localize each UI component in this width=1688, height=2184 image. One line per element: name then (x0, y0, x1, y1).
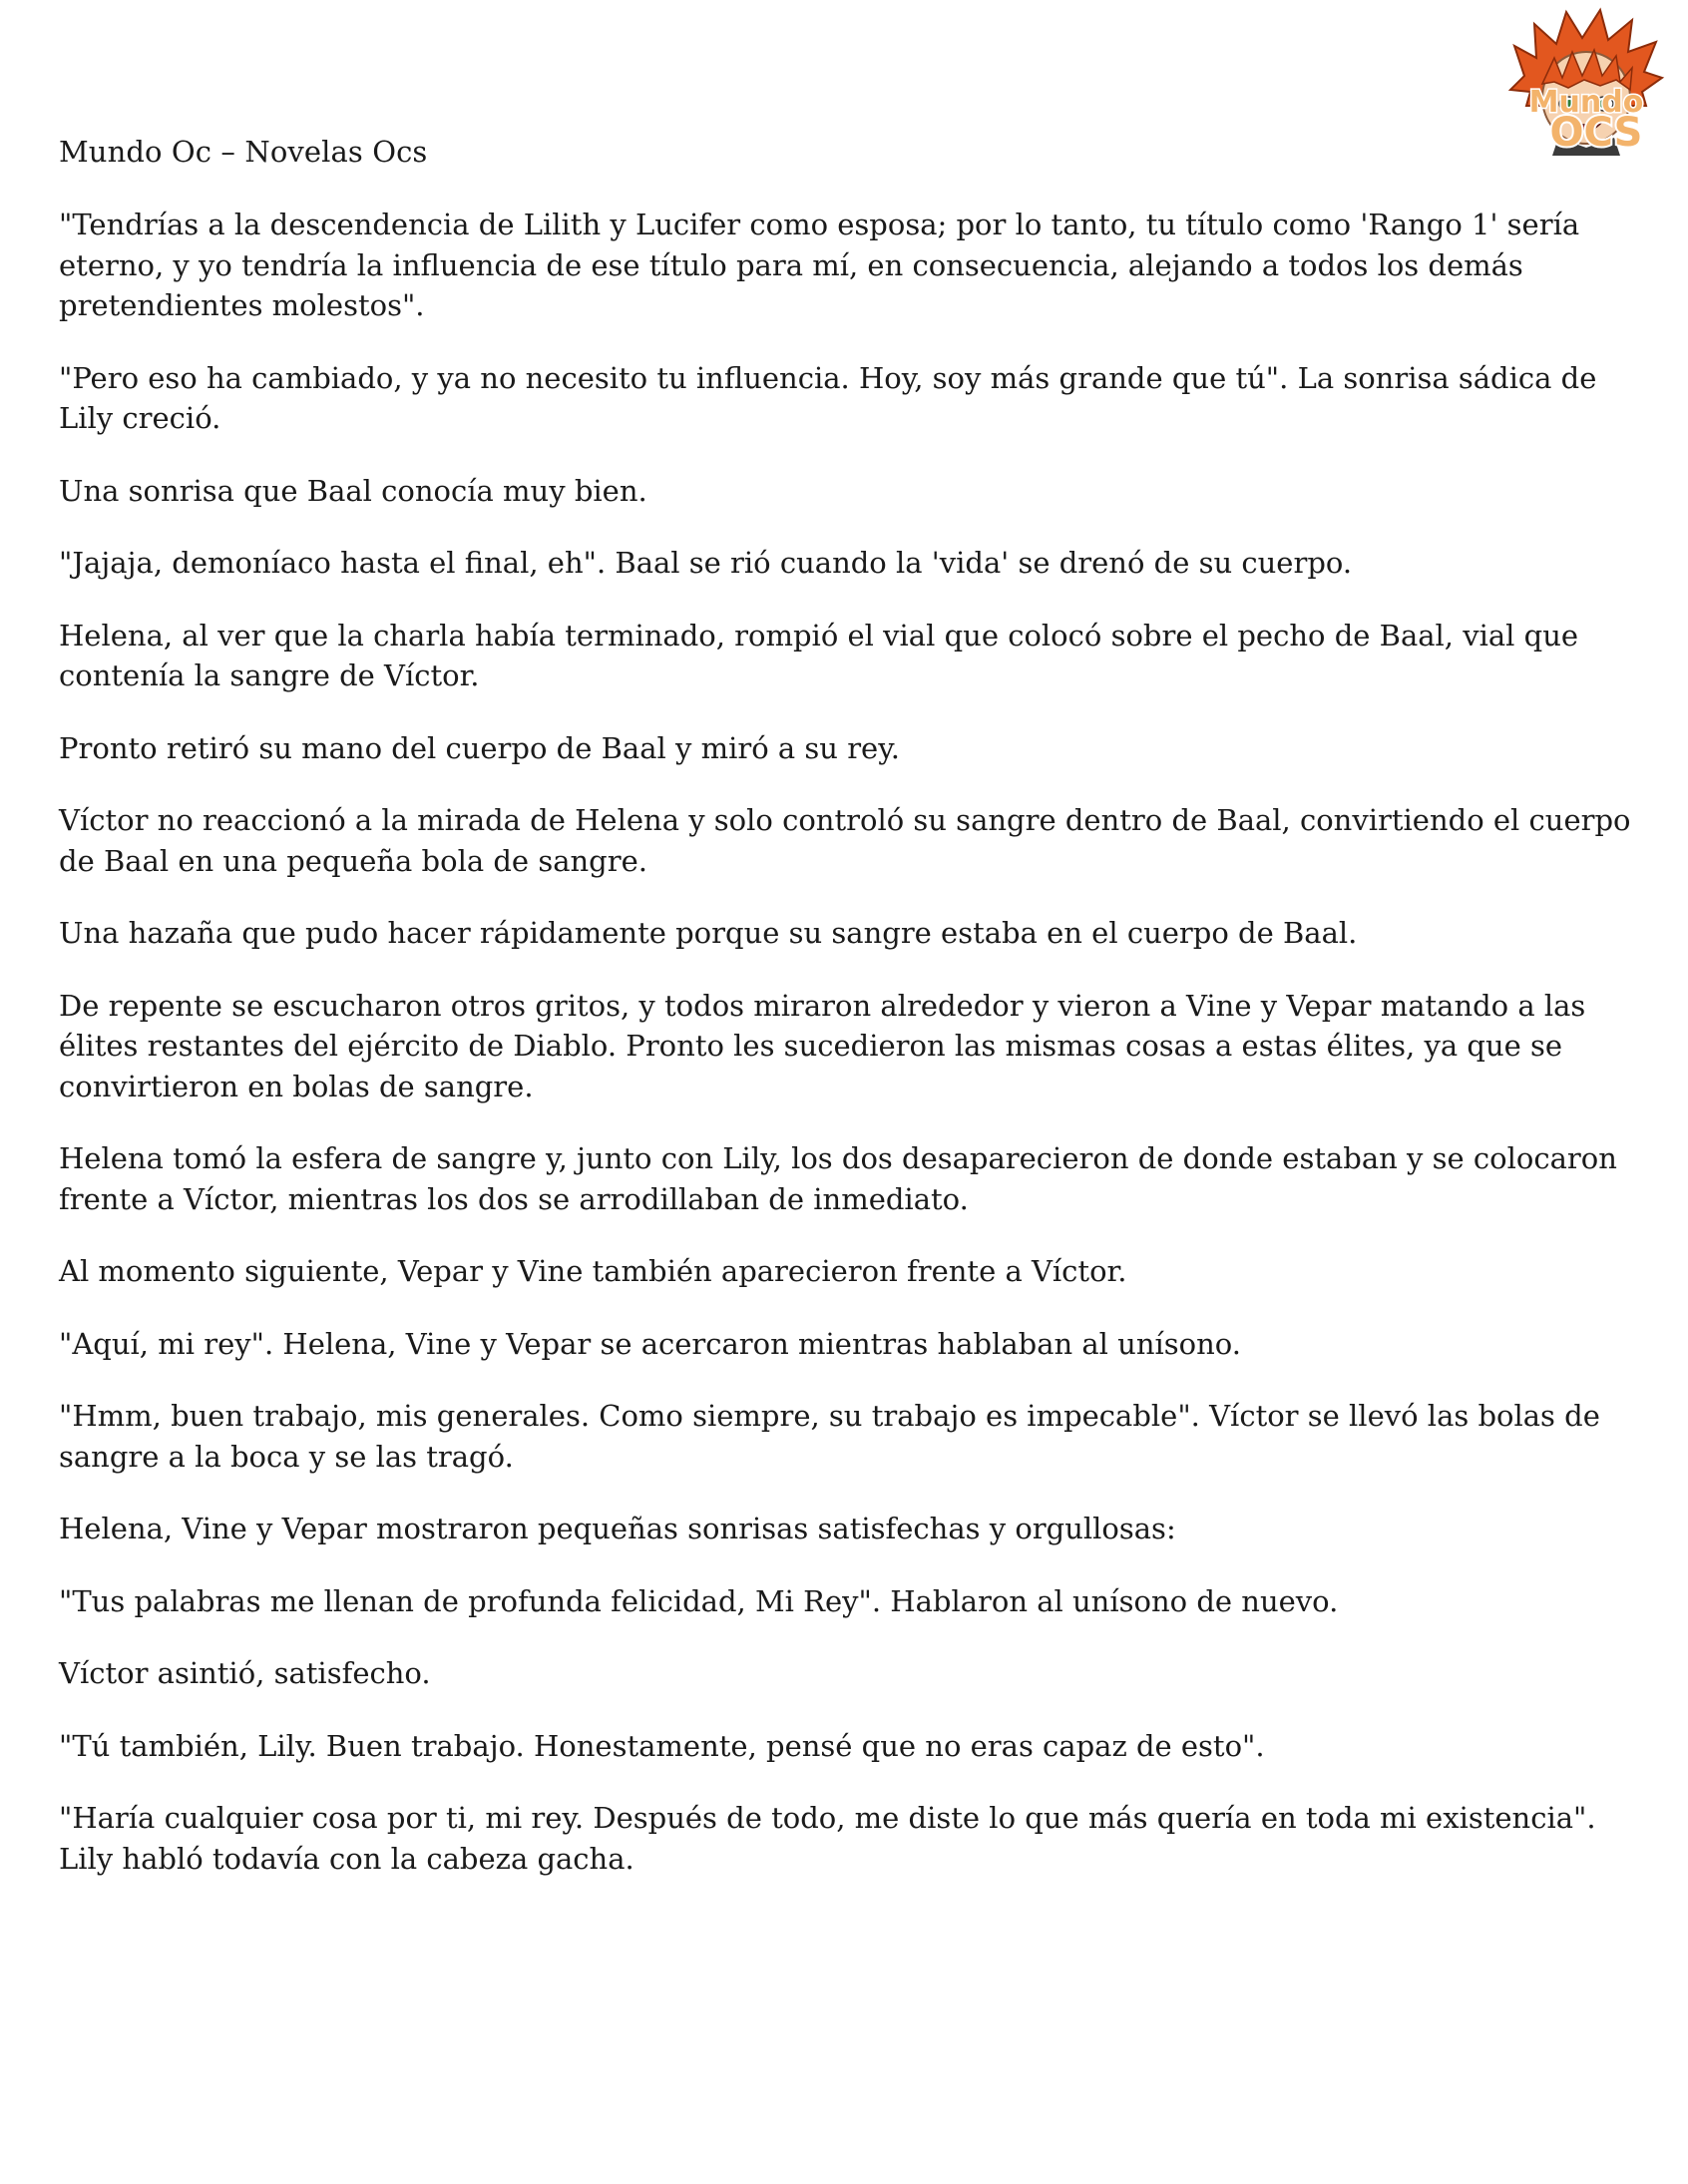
paragraph: "Tendrías a la descendencia de Lilith y Lucifer como esposa; por lo tanto, tu título como 'Rango 1' sería eterno, y yo tendría la influencia de ese título para mí, en consecuencia, alejando a todos los demás pretendientes molestos". (59, 208, 1580, 322)
paragraph: Helena, Vine y Vepar mostraron pequeñas sonrisas satisfechas y orgullosas: (59, 1512, 1176, 1545)
paragraph: "Haría cualquier cosa por ti, mi rey. Después de todo, me diste lo que más quería en toda mi existencia". Lily habló todavía con la cabeza gacha. (59, 1801, 1596, 1876)
paragraph: De repente se escucharon otros gritos, y todos miraron alrededor y vieron a Vine y Vepar matando a las élites restantes del ejército de Diablo. Pronto les sucedieron las mismas cosas a estas élites, ya que se convirtieron en bolas de sangre. (59, 988, 1586, 1103)
paragraph: Una hazaña que pudo hacer rápidamente porque su sangre estaba en el cuerpo de Baal. (59, 916, 1358, 950)
document-body (59, 205, 1645, 1911)
site-title: Mundo Oc – Novelas Ocs (59, 135, 428, 169)
mascot-logo-icon (1496, 6, 1676, 184)
paragraph: "Jajaja, demoníaco hasta el final, eh". Baal se rió cuando la 'vida' se drenó de su cuerpo. (59, 546, 1353, 580)
paragraph: Helena tomó la esfera de sangre y, junto con Lily, los dos desaparecieron de donde estaban y se colocaron frente a Víctor, mientras los dos se arrodillaban de inmediato. (59, 1141, 1617, 1216)
paragraph: "Tú también, Lily. Buen trabajo. Honestamente, pensé que no eras capaz de esto". (59, 1728, 1265, 1763)
paragraph: Al momento siguiente, Vepar y Vine también aparecieron frente a Víctor. (59, 1254, 1127, 1288)
paragraph: Una sonrisa que Baal conocía muy bien. (59, 473, 647, 508)
paragraph: "Tus palabras me llenan de profunda felicidad, Mi Rey". Hablaron al unísono de nuevo. (59, 1583, 1339, 1618)
paragraph: "Aquí, mi rey". Helena, Vine y Vepar se acercaron mientras hablaban al unísono. (59, 1326, 1241, 1361)
logo-lettering-line2: OCS (1549, 110, 1643, 156)
paragraph: Víctor asintió, satisfecho. (59, 1656, 431, 1690)
paragraph: Helena, al ver que la charla había terminado, rompió el vial que colocó sobre el pecho de Baal, vial que contenía la sangre de Víctor. (59, 618, 1579, 692)
paragraph: Víctor no reaccionó a la mirada de Helena y solo controló su sangre dentro de Baal, convirtiendo el cuerpo de Baal en una pequeña bola de sangre. (59, 803, 1631, 878)
paragraph: "Pero eso ha cambiado, y ya no necesito tu influencia. Hoy, soy más grande que tú". La sonrisa sádica de Lily creció. (59, 360, 1597, 435)
paragraph: "Hmm, buen trabajo, mis generales. Como siempre, su trabajo es impecable". Víctor se llevó las bolas de sangre a la boca y se las tragó. (59, 1399, 1600, 1474)
paragraph: Pronto retiró su mano del cuerpo de Baal y miró a su rey. (59, 730, 900, 765)
logo-lettering-line1: Mundo (1528, 85, 1644, 120)
